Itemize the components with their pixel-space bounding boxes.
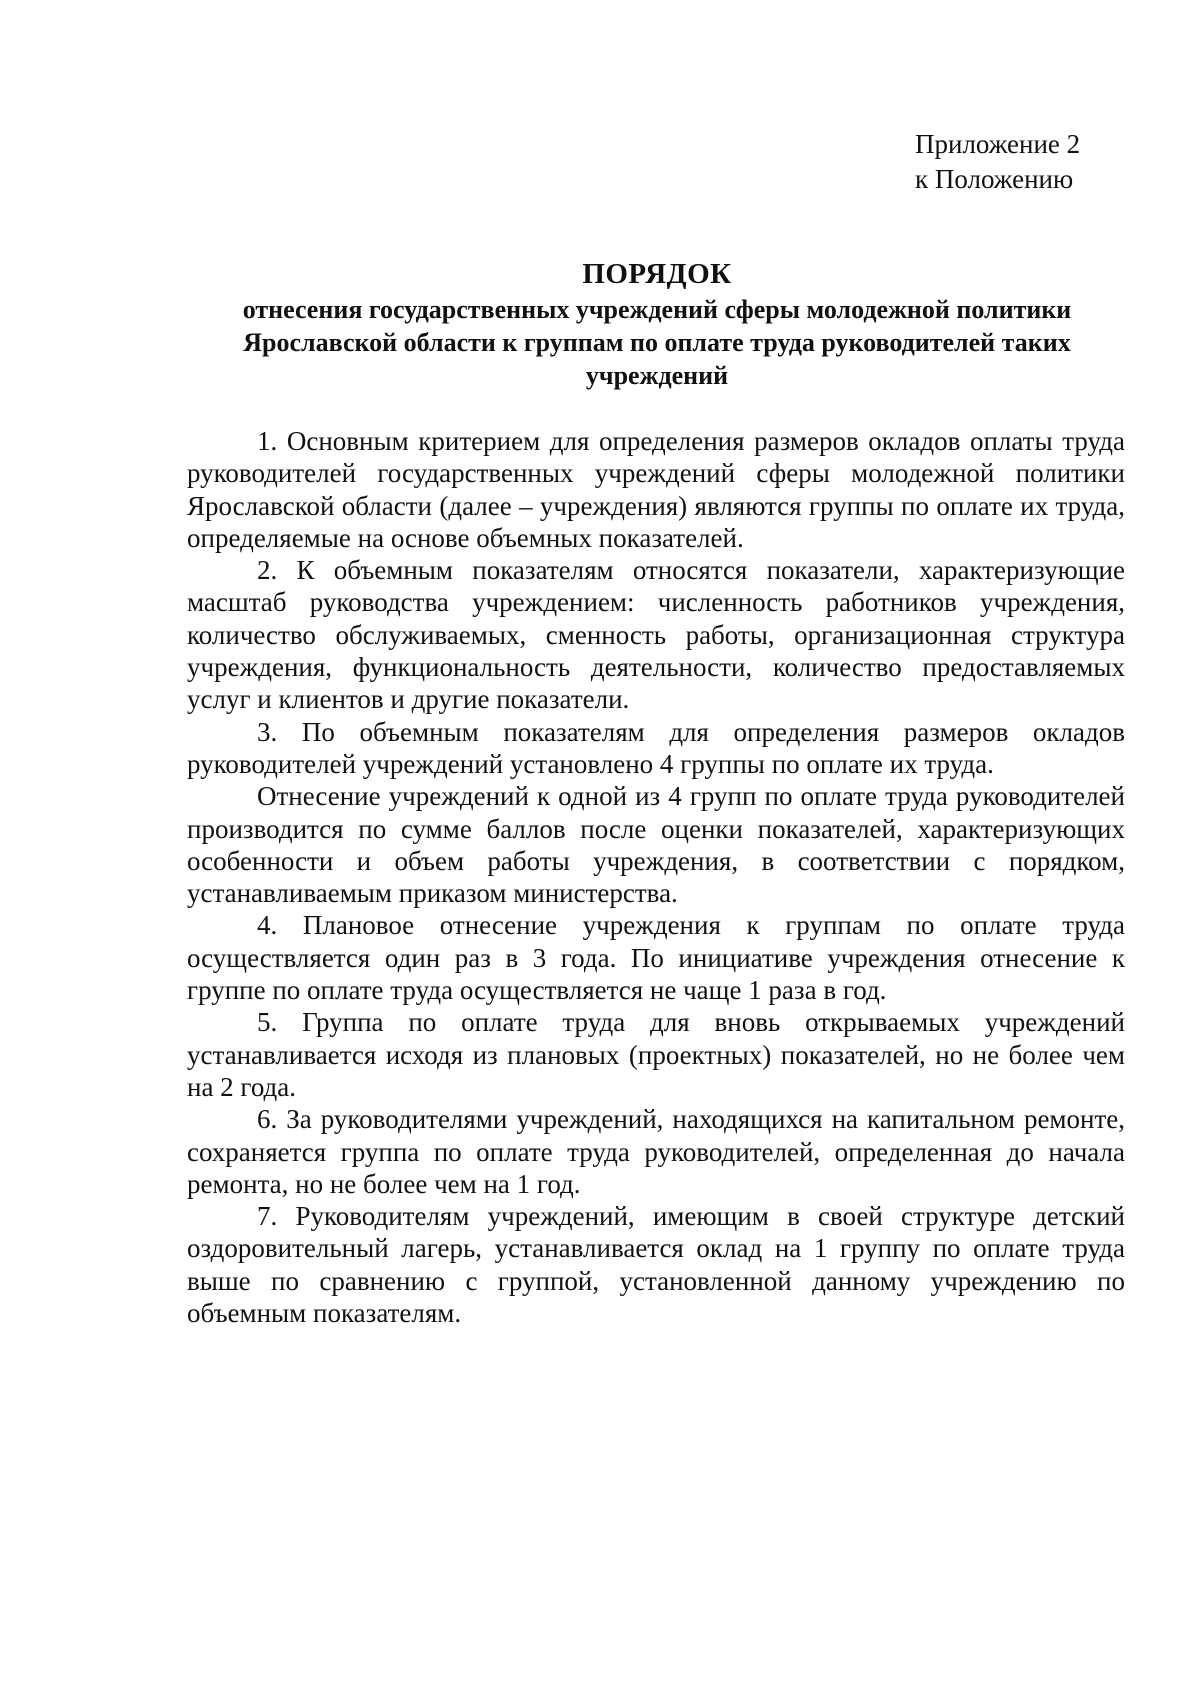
appendix-line-1: Приложение 2 <box>915 129 1081 159</box>
paragraph-4: 4. Плановое отнесение учреждения к группам по оплате труда осуществляется один раз в 3 года. По инициативе учреждения отнесение к группе по оплате труда осуществляется не чаще 1 раза в год. <box>187 910 1125 1006</box>
title-subtitle: отнесения государственных учреждений сферы молодежной политики Ярославской области к группам по оплате труда руководителей таких учреждений <box>242 295 1072 390</box>
paragraph-7: 7. Руководителям учреждений, имеющим в своей структуре детский оздоровительный лагерь, устанавливается оклад на 1 группу по оплате труда выше по сравнению с группой, установленной данному учреждению по объемным показателям. <box>187 1201 1125 1329</box>
paragraph-3: 3. По объемным показателям для определения размеров окладов руководителей учреждений установлено 4 группы по оплате их труда. <box>187 716 1125 779</box>
paragraph-6: 6. За руководителями учреждений, находящихся на капитальном ремонте, сохраняется группа по оплате труда руководителей, определенная до начала ремонта, но не более чем на 1 год. <box>187 1104 1125 1199</box>
paragraph-3-continuation: Отнесение учреждений к одной из 4 групп по оплате труда руководителей производится по сумме баллов после оценки показателей, характеризующих особенности и объем работы учреждения, в соответствии с порядком, устанавливаемым приказом министерства. <box>187 781 1125 909</box>
appendix-label <box>915 127 1080 197</box>
paragraph-5: 5. Группа по оплате труда для вновь открываемых учреждений устанавливается исходя из плановых (проектных) показателей, но не более чем на 2 года. <box>187 1007 1125 1102</box>
title-main: ПОРЯДОК <box>582 258 732 290</box>
paragraph-2: 2. К объемным показателям относятся показатели, характеризующие масштаб руководства учреждением: численность работников учреждения, количество обслуживаемых, сменность работы, организационная структура учреждения, функциональность деятельности, количество предоставляемых услуг и клиентов и другие показатели. <box>187 555 1125 715</box>
paragraph-1: 1. Основным критерием для определения размеров окладов оплаты труда руководителей государственных учреждений сферы молодежной политики Ярославской области (далее – учреждения) являются группы по оплате их труда, определяемые на основе объемных показателей. <box>187 426 1125 553</box>
appendix-line-2: к Положению <box>915 164 1074 194</box>
document-title <box>187 255 1127 392</box>
document-body <box>187 425 1125 1329</box>
